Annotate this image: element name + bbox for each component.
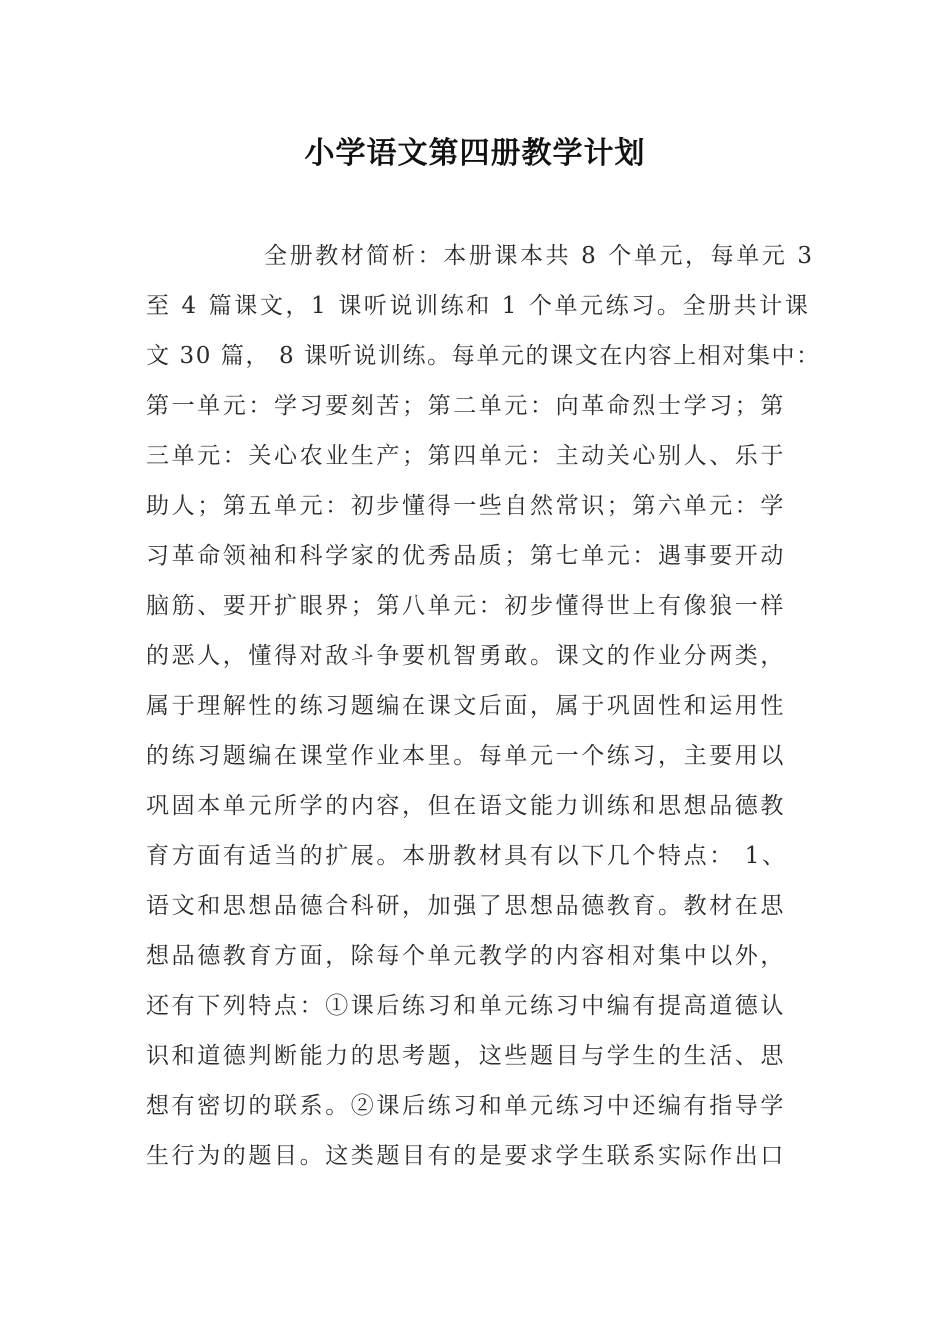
document-title: 小学语文第四册教学计划 [304,136,646,171]
body-line: 想品德教育方面，除每个单元教学的内容相对集中以外， [146,943,786,969]
body-line: 脑筋、要开扩眼界；第八单元：初步懂得世上有像狼一样 [146,593,786,619]
body-line: 全册教材简析：本册课本共 8 个单元，每单元 3 [264,243,815,269]
body-line: 想有密切的联系。②课后练习和单元练习中还编有指导学 [146,1093,786,1119]
body-line: 习革命领袖和科学家的优秀品质；第七单元：遇事要开动 [146,543,786,569]
body-line: 育方面有适当的扩展。本册教材具有以下几个特点： 1、 [146,843,788,869]
body-line: 的练习题编在课堂作业本里。每单元一个练习，主要用以 [146,743,786,769]
body-line: 识和道德判断能力的思考题，这些题目与学生的生活、思 [146,1043,786,1069]
body-line: 文 30 篇， 8 课听说训练。每单元的课文在内容上相对集中： [146,343,821,369]
body-line: 巩固本单元所学的内容，但在语文能力训练和思想品德教 [146,793,786,819]
body-line: 助人；第五单元：初步懂得一些自然常识；第六单元：学 [146,493,786,519]
body-line: 还有下列特点：①课后练习和单元练习中编有提高道德认 [146,993,786,1019]
body-line: 三单元：关心农业生产；第四单元：主动关心别人、乐于 [146,443,786,469]
body-line: 的恶人，懂得对敌斗争要机智勇敢。课文的作业分两类， [146,643,786,669]
body-line: 至 4 篇课文，1 课听说训练和 1 个单元练习。全册共计课 [146,293,811,319]
body-line: 语文和思想品德合科研，加强了思想品德教育。教材在思 [146,893,786,919]
body-line: 生行为的题目。这类题目有的是要求学生联系实际作出口 [146,1143,786,1169]
body-line: 第一单元：学习要刻苦；第二单元：向革命烈士学习；第 [146,393,786,419]
body-line: 属于理解性的练习题编在课文后面，属于巩固性和运用性 [146,693,786,719]
